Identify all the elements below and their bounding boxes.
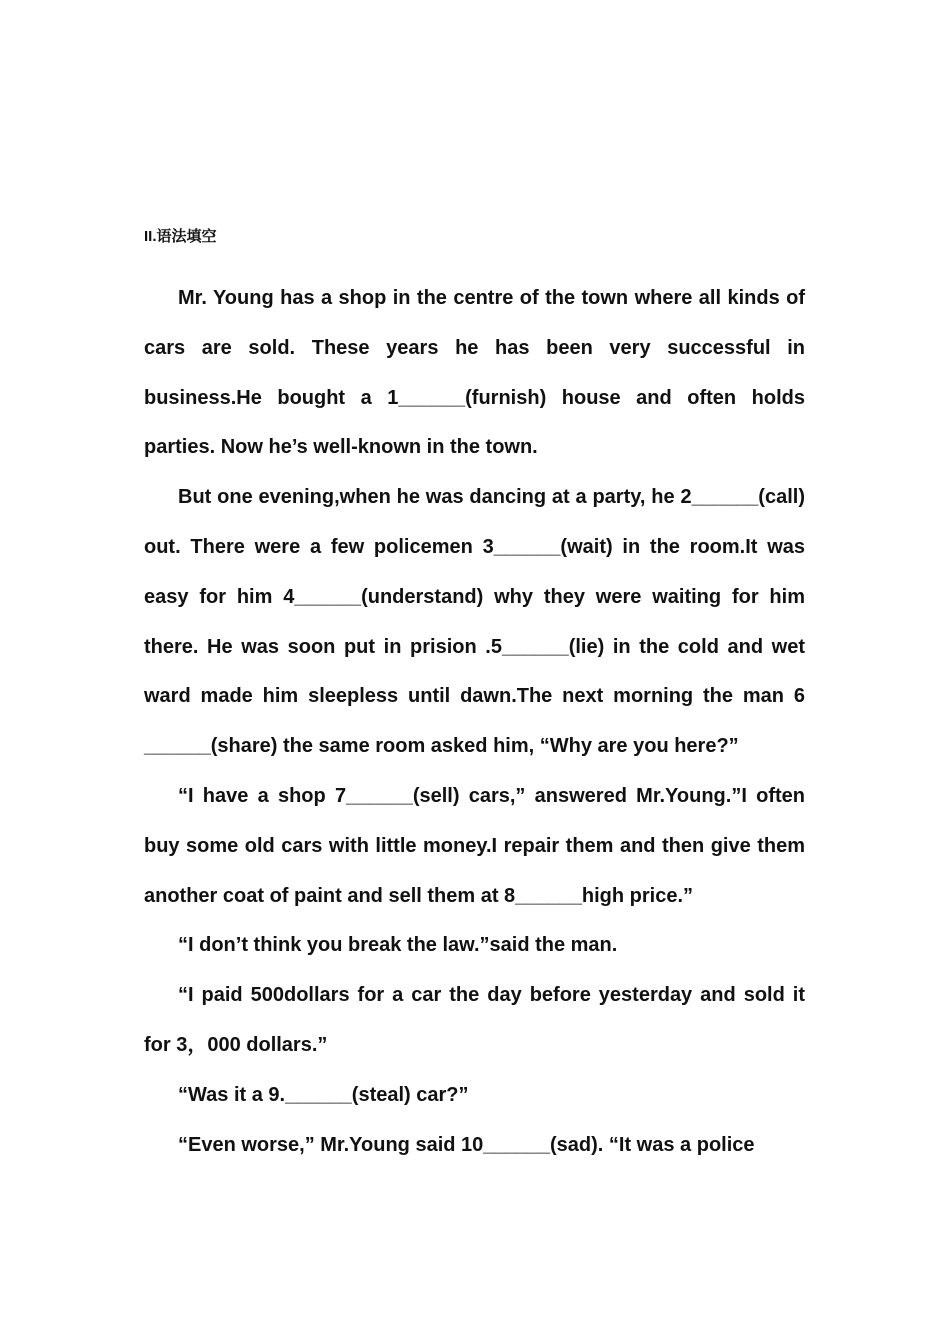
paragraph-1: Mr. Young has a shop in the centre of the town where all kinds of cars are sold. These years he has been very successful in business.He bought a 1______(furnish) house and often holds parties. Now he’s well-known in the town. [144,287,805,459]
section-heading: II.语法填空 [144,228,217,245]
paragraph-7: “Even worse,” Mr.Young said 10______(sad). “It was a police [178,1133,755,1156]
paragraph-5: “I paid 500dollars for a car the day before yesterday and sold it for 3，000 dollars.” [144,984,805,1056]
paragraph-3: “I have a shop 7______(sell) cars,” answered Mr.Young.”I often buy some old cars with little money.I repair them and then give them another coat of paint and sell them at 8______high price.” [144,784,805,907]
paragraph-6: “Was it a 9.______(steal) car?” [178,1083,469,1106]
passage-body [144,274,805,1170]
paragraph-4: “I don’t think you break the law.”said the man. [178,934,618,957]
paragraph-2: But one evening,when he was dancing at a party, he 2______(call) out. There were a few policemen 3______(wait) in the room.It was easy for him 4______(understand) why they were waiting for him there. He was soon put in prision .5______(lie) in the cold and wet ward made him sleepless until dawn.The next morning the man 6 ______(share) the same room asked him, “Why are you here?” [144,486,805,758]
